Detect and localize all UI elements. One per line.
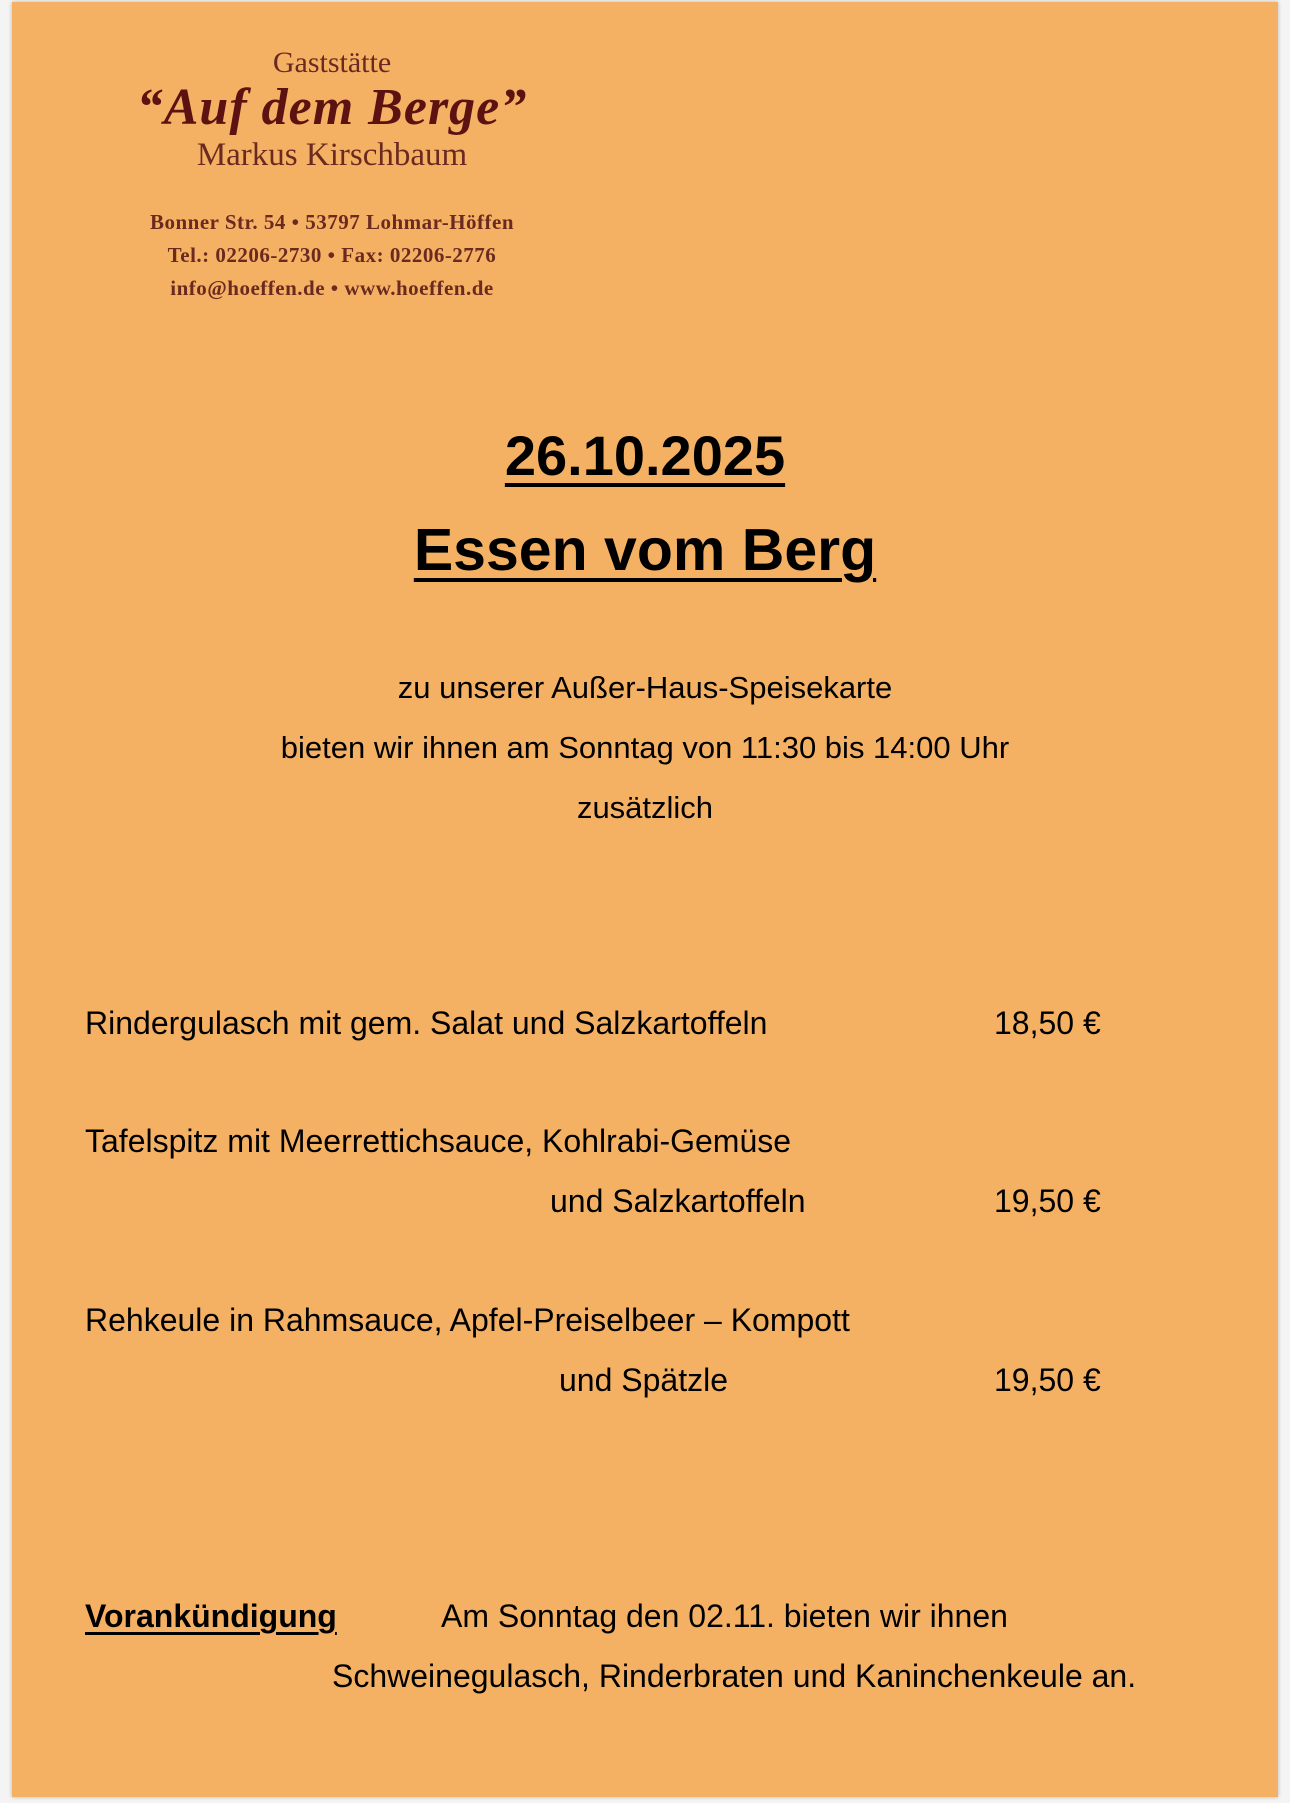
notice-label: Vorankündigung <box>85 1598 337 1634</box>
intro-line-1: zu unserer Außer-Haus-Speisekarte <box>397 670 893 705</box>
menu-item-1-price: 18,50 € <box>994 1005 1101 1041</box>
intro-line-3: zusätzlich <box>576 790 714 825</box>
menu-date: 26.10.2025 <box>504 424 786 487</box>
venue-type: Gaststätte <box>272 46 392 79</box>
owner-name: Markus Kirschbaum <box>196 137 468 173</box>
notice-line-2: Schweinegulasch, Rinderbraten und Kaninchenkeule an. <box>332 1658 1137 1694</box>
menu-item-2-price: 19,50 € <box>994 1183 1101 1219</box>
menu-page <box>12 2 1278 1797</box>
menu-title: Essen vom Berg <box>413 517 877 583</box>
address: Bonner Str. 54 • 53797 Lohmar-Höffen <box>149 210 515 234</box>
menu-item-2-description-cont: und Salzkartoffeln <box>550 1183 806 1219</box>
menu-item-3-description-cont: und Spätzle <box>559 1362 729 1398</box>
restaurant-logo <box>82 46 582 305</box>
menu-item-3-price: 19,50 € <box>994 1362 1101 1398</box>
menu-item-3-description: Rehkeule in Rahmsauce, Apfel-Preiselbeer – Kompott <box>85 1302 850 1338</box>
intro-line-2: bieten wir ihnen am Sonntag von 11:30 bis 14:00 Uhr <box>280 730 1010 765</box>
notice-line-1: Am Sonntag den 02.11. bieten wir ihnen <box>441 1598 1008 1634</box>
contact-block <box>82 206 582 305</box>
intro-text <box>12 658 1278 838</box>
menu-item-2-description: Tafelspitz mit Meerrettichsauce, Kohlrabi-Gemüse <box>85 1123 792 1159</box>
menu-item-1-description: Rindergulasch mit gem. Salat und Salzkartoffeln <box>85 1005 768 1041</box>
email-website: info@hoeffen.de • www.hoeffen.de <box>170 276 494 300</box>
restaurant-name: “Auf dem Berge” <box>136 79 528 136</box>
phone-fax: Tel.: 02206-2730 • Fax: 02206-2776 <box>167 243 497 267</box>
